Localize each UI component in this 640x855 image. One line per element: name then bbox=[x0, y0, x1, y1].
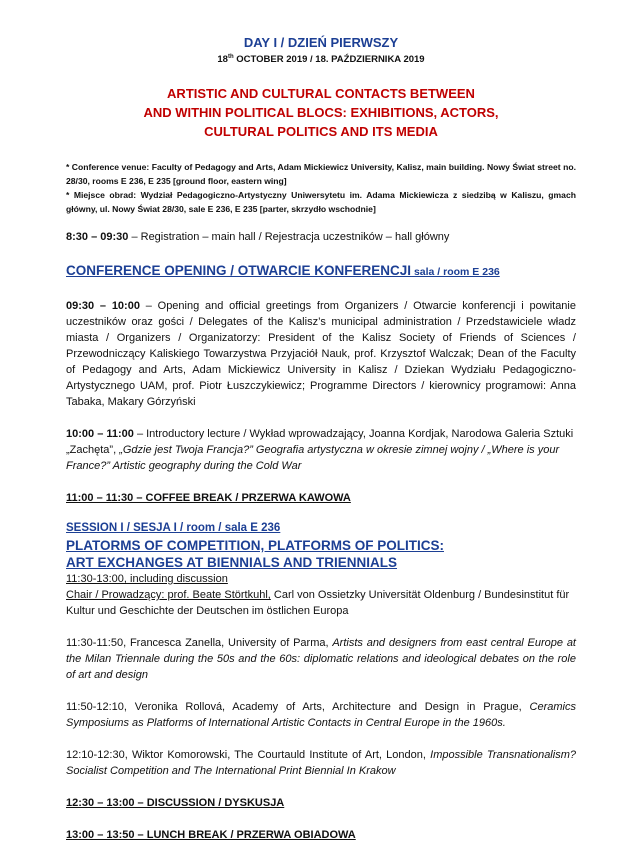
talk-item bbox=[66, 635, 576, 683]
venue-english: * Conference venue: Faculty of Pedagogy and Arts, Adam Mickiewicz University, Kalisz, main building. Nowy Świat street no. 28/30, rooms E 236, E 235 [ground floor, eastern wing] bbox=[66, 162, 576, 186]
lecture-text: – Introductory lecture / Wykład wprowadzający, Joanna Kordjak, Narodowa Galeria Sztuki „Zachęta”, bbox=[66, 428, 574, 456]
conference-title-line: AND WITHIN POLITICAL BLOCS: EXHIBITIONS, ACTORS, bbox=[143, 105, 499, 120]
lecture-title: „Gdzie jest Twoja Francja?” Geografia artystyczna w okresie zimnej wojny / „Where is your France?” Artistic geography during the Cold War bbox=[66, 444, 560, 472]
lunch-break: 13:00 – 13:50 – LUNCH BREAK / PRZERWA OBIADOWA bbox=[66, 829, 356, 841]
talk-item bbox=[66, 747, 576, 779]
coffee-break: 11:00 – 11:30 – COFFEE BREAK / PRZERWA KAWOWA bbox=[66, 492, 351, 504]
chair-affiliation: Carl von Ossietzky Universität Oldenburg / Bundesinstitut für Kultur und Geschichte der Deutschen im östlichen Europa bbox=[66, 589, 570, 617]
registration-text: – Registration – main hall / Rejestracja uczestników – hall główny bbox=[128, 231, 450, 243]
registration-line bbox=[66, 229, 576, 245]
date-suffix: th bbox=[227, 54, 234, 60]
talk-title: Ceramics Symposiums as Platforms of International Artistic Contacts in Central Europe in the 1960s. bbox=[66, 701, 576, 729]
opening-title: CONFERENCE OPENING / OTWARCIE KONFERENCJI bbox=[66, 263, 412, 278]
opening-heading bbox=[66, 261, 576, 282]
venue-polish: * Miejsce obrad: Wydział Pedagogiczno-Artystyczny Uniwersytetu im. Adama Mickiewicza z siedzibą w Kaliszu, gmach główny, ul. Nowy Świat 28/30, sale E 236, E 235 [parter, skrzydło wschodnie] bbox=[66, 190, 576, 214]
talk-title: Artists and designers from east central Europe at the Milan Triennale during the 50s and the 60s: diplomatic relations and ideological debates on the role of art and design bbox=[66, 637, 576, 681]
discussion-slot: 12:30 – 13:00 – DISCUSSION / DYSKUSJA bbox=[66, 797, 285, 809]
venue-info bbox=[66, 160, 576, 216]
greetings-item bbox=[66, 298, 576, 410]
session-time-note: 11:30-13:00, including discussion bbox=[66, 573, 228, 585]
day-title: DAY I / DZIEŃ PIERWSZY bbox=[243, 35, 399, 50]
talk-head: 12:10-12:30, Wiktor Komorowski, The Courtauld Institute of Art, London, bbox=[66, 749, 431, 761]
conference-title bbox=[66, 84, 576, 141]
date-line bbox=[66, 53, 576, 66]
greetings-time: 09:30 – 10:00 bbox=[66, 300, 140, 312]
talk-item bbox=[66, 699, 576, 731]
conference-title-line: CULTURAL POLITICS AND ITS MEDIA bbox=[204, 124, 438, 139]
date-day: 18 bbox=[217, 54, 228, 65]
talk-head: 11:50-12:10, Veronika Rollová, Academy of Arts, Architecture and Design in Prague, bbox=[66, 701, 530, 713]
session-chair bbox=[66, 587, 576, 619]
session-heading bbox=[66, 520, 576, 571]
programme-page bbox=[66, 34, 576, 843]
greetings-text: – Opening and official greetings from Organizers / Otwarcie konferencji i powitanie uczestników oraz gości / Delegates of the Kalisz’s municipal administration / Przedstawiciele władz miasta / Organizers / Organizatorzy: President of the Kalisz Society of Friends of Sciences / Przewodniczący Kaliskiego Towarzystwa Przyjaciół Nauk, prof. Krzysztof Walczak; Dean of the Faculty of Pedagogy and Arts, Adam Mickiewicz University in Kalisz / Dziekan Wydziału Pedagogiczno-Artystycznego UAM, prof. Piotr Łuszczykiewicz; Programme Directors / kierownicy programowi: Anna Tabaka, Makary Górzyński bbox=[66, 300, 576, 408]
session-title-line: PLATORMS OF COMPETITION, PLATFORMS OF POLITICS: bbox=[66, 538, 444, 553]
lecture-item bbox=[66, 426, 576, 474]
talk-title: Impossible Transnationalism? Socialist Competition and The International Print Biennial In Krakow bbox=[66, 749, 576, 777]
conference-title-line: ARTISTIC AND CULTURAL CONTACTS BETWEEN bbox=[167, 86, 475, 101]
date-rest: OCTOBER 2019 / 18. PAŹDZIERNIKA 2019 bbox=[233, 54, 425, 65]
registration-time: 8:30 – 09:30 bbox=[66, 231, 129, 243]
chair-label: Chair / Prowadzący: prof. Beate Störtkuhl, bbox=[66, 589, 271, 601]
talk-head: 11:30-11:50, Francesca Zanella, University of Parma, bbox=[66, 637, 333, 649]
session-title-line: ART EXCHANGES AT BIENNIALS AND TRIENNIALS bbox=[66, 555, 398, 570]
opening-room: sala / room E 236 bbox=[411, 266, 500, 278]
session-label: SESSION I / SESJA I / room / sala E 236 bbox=[66, 522, 281, 534]
lecture-time: 10:00 – 11:00 bbox=[66, 428, 134, 440]
